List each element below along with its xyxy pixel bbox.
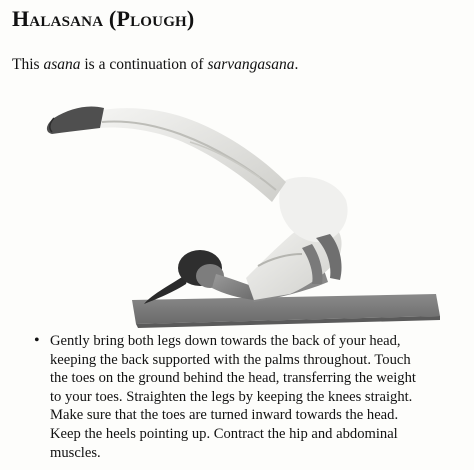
intro-suffix: .: [294, 56, 299, 73]
instruction-line: to your toes. Straighten the legs by keeping the knees straight.: [50, 388, 413, 405]
intro-sentence: [12, 56, 298, 74]
instruction-line: keeping the back supported with the palms throughout. Touch: [50, 351, 411, 368]
intro-sarvangasana-term: sarvangasana: [207, 56, 295, 73]
halasana-figure-image: [40, 88, 440, 344]
feet: [47, 106, 104, 134]
intro-prefix: This: [12, 56, 44, 73]
instructions-list: [34, 332, 464, 462]
bullet-marker: •: [34, 332, 40, 349]
intro-asana-term: asana: [43, 56, 81, 73]
instruction-line: Gently bring both legs down towards the back of your head,: [50, 333, 401, 349]
hips: [279, 177, 347, 242]
intro-middle: is a continuation of: [80, 56, 208, 73]
halasana-photo: [40, 88, 440, 344]
page-title: Halasana (Plough): [12, 6, 195, 31]
instruction-line: the toes on the ground behind the head, transferring the weight: [50, 370, 416, 387]
instruction-line: Make sure that the toes are turned inward towards the head.: [50, 407, 399, 424]
instruction-line: muscles.: [50, 444, 101, 461]
instruction-line: Keep the heels pointing up. Contract the hip and abdominal: [50, 425, 398, 442]
